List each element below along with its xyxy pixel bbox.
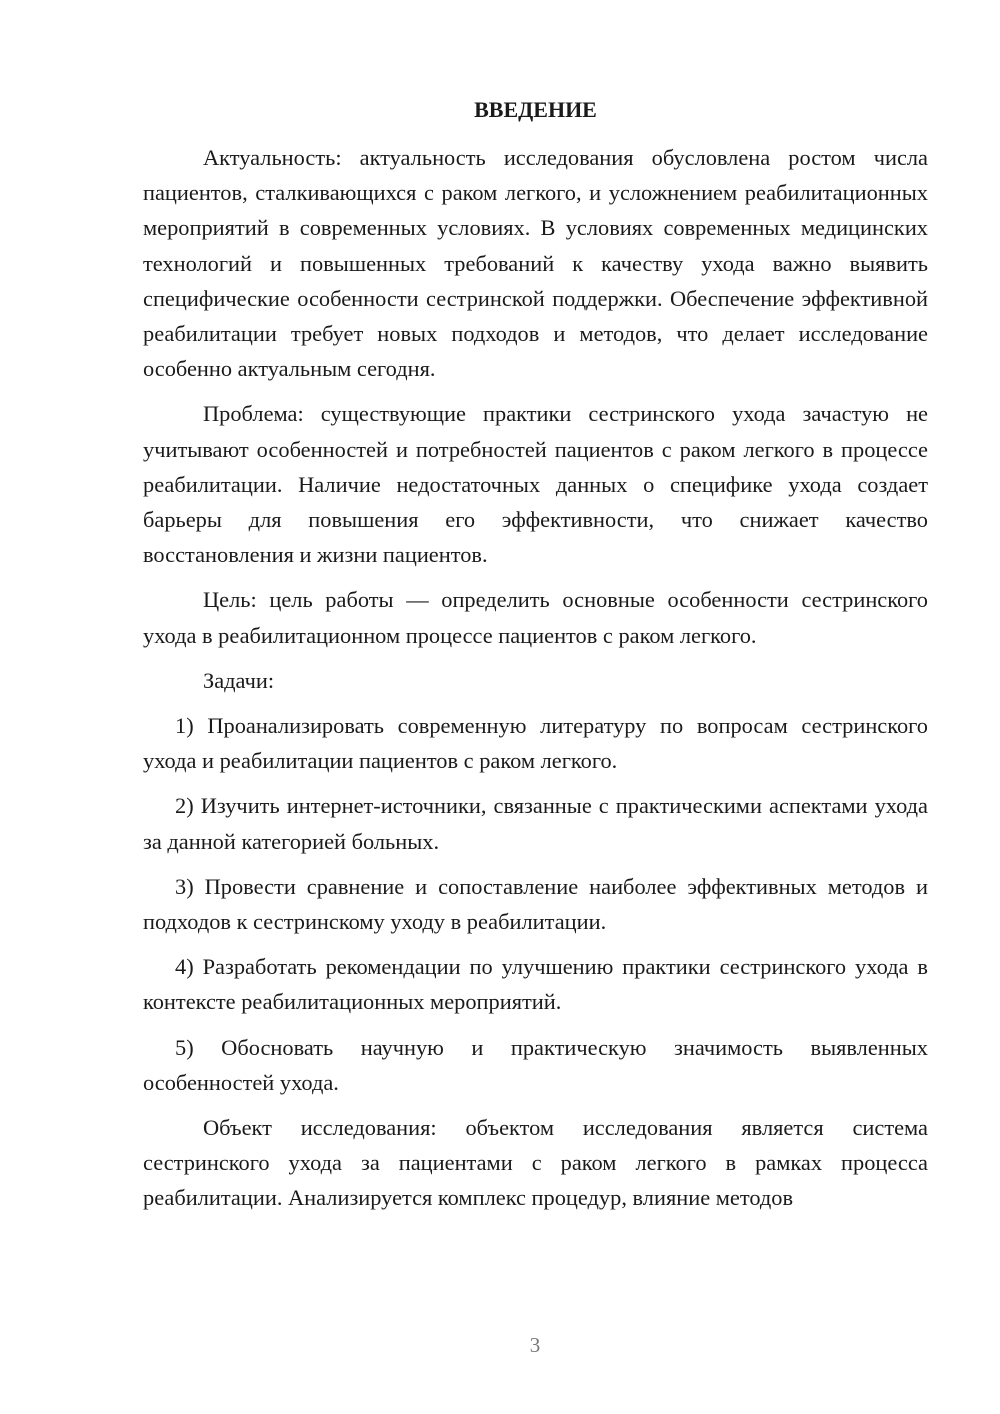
document-body (143, 94, 928, 1226)
page-number: 3 (529, 1333, 541, 1357)
problem-paragraph: Проблема: существующие практики сестринского ухода зачастую не учитывают особенностей и потребностей пациентов с раком легкого в процессе реабилитации. Наличие недостаточных данных о специфике ухода создает барьеры для повышения его эффективности, что снижает качество восстановления и жизни пациентов. (143, 401, 928, 568)
relevance-paragraph: Актуальность: актуальность исследования обусловлена ростом числа пациентов, сталкивающихся с раком легкого, и усложнением реабилитационных мероприятий в современных условиях. В условиях современных медицинских технологий и повышенных требований к качеству ухода важно выявить специфические особенности сестринской поддержки. Обеспечение эффективной реабилитации требует новых подходов и методов, что делает исследование особенно актуальным сегодня. (143, 145, 928, 382)
task-item-3: 3) Провести сравнение и сопоставление наиболее эффективных методов и подходов к сестринскому уходу в реабилитации. (143, 873, 928, 935)
task-item-5: 5) Обосновать научную и практическую значимость выявленных особенностей ухода. (143, 1034, 928, 1095)
task-item-4: 4) Разработать рекомендации по улучшению практики сестринского ухода в контексте реабилитационных мероприятий. (143, 954, 928, 1015)
section-title: ВВЕДЕНИЕ (474, 97, 597, 122)
task-item-2: 2) Изучить интернет-источники, связанные с практическими аспектами ухода за данной категорией больных. (143, 793, 928, 854)
object-paragraph: Объект исследования: объектом исследования является система сестринского ухода за пациентами с раком легкого в рамках процесса реабилитации. Анализируется комплекс процедур, влияние методов (143, 1115, 928, 1211)
tasks-heading: Задачи: (203, 667, 275, 693)
goal-paragraph: Цель: цель работы — определить основные особенности сестринского ухода в реабилитационном процессе пациентов с раком легкого. (143, 587, 928, 648)
task-item-1: 1) Проанализировать современную литературу по вопросам сестринского ухода и реабилитации пациентов с раком легкого. (143, 713, 928, 774)
